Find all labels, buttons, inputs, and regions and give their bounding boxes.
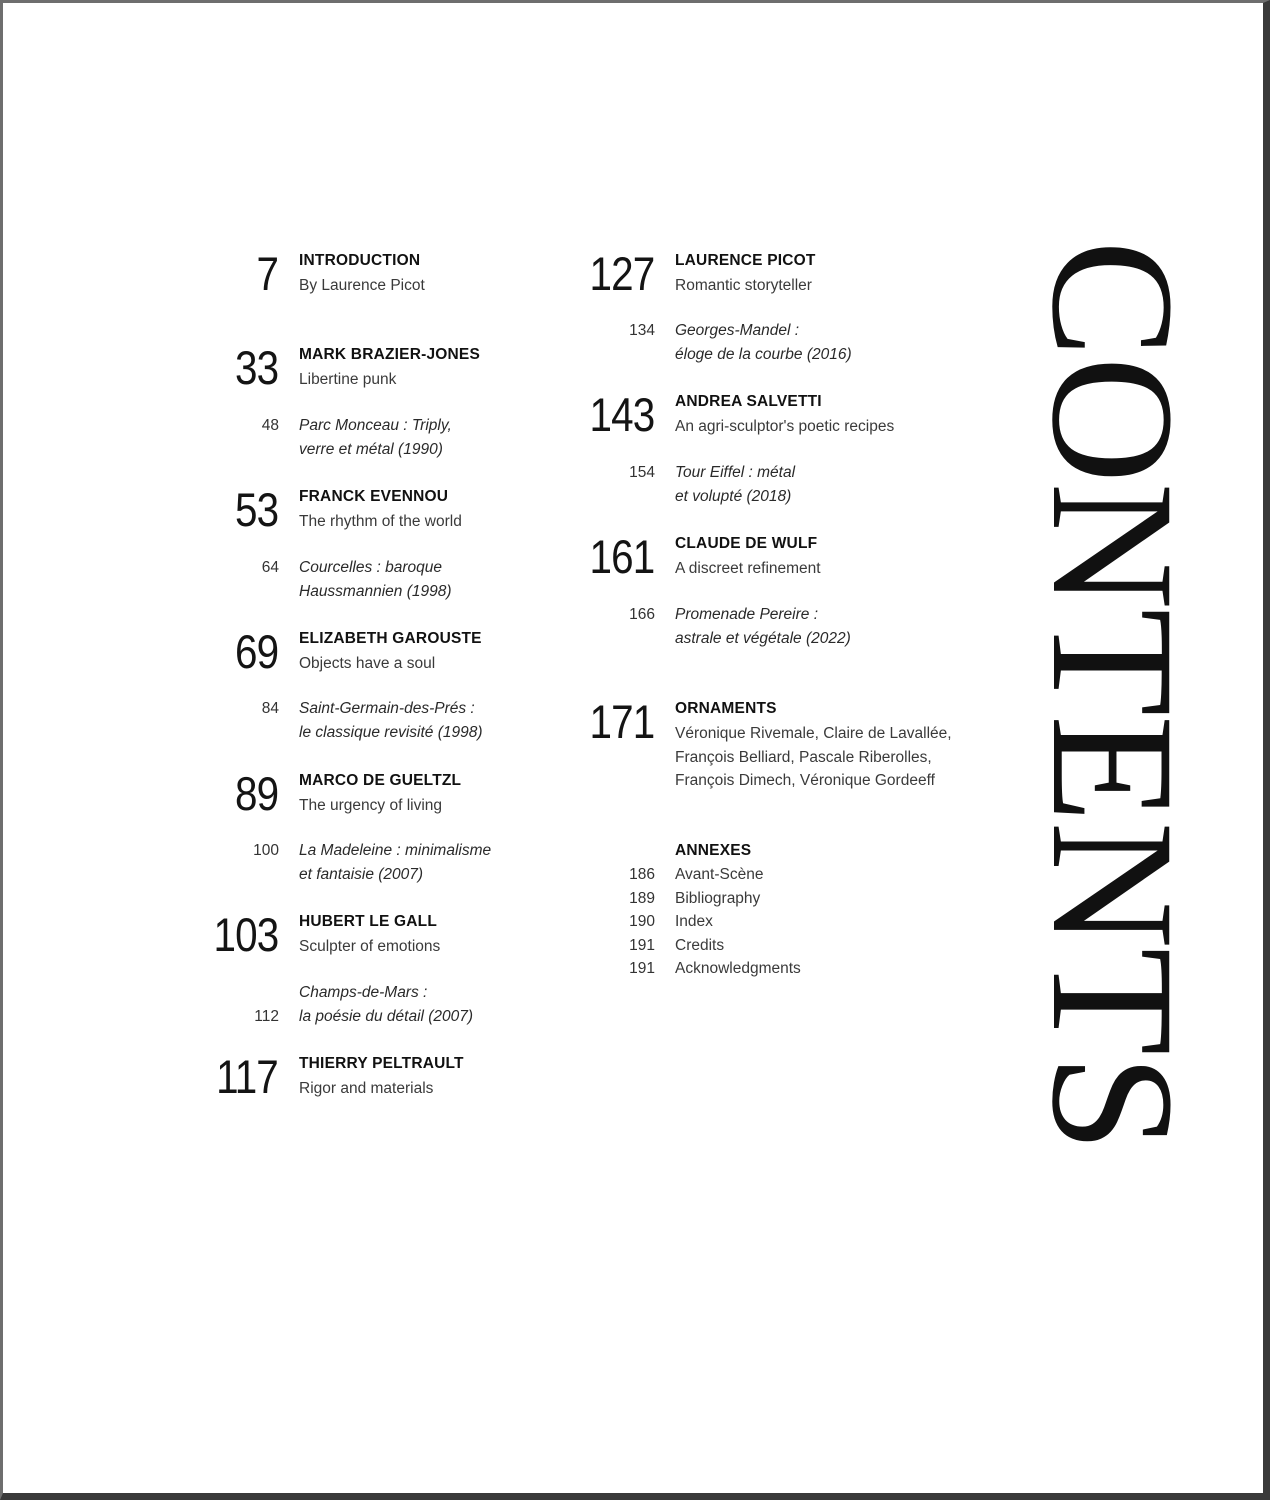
toc-chapter-gueltzl[interactable]: [0, 767, 560, 830]
toc-project-madeleine[interactable]: [0, 839, 560, 889]
chapter-title: MARK BRAZIER-JONES: [299, 346, 480, 363]
chapter-title: MARCO DE GUELTZL: [299, 772, 462, 789]
toc-chapter-brazier-jones[interactable]: [0, 341, 560, 404]
toc-project-parc-monceau[interactable]: [0, 414, 560, 464]
chapter-title: LAURENCE PICOT: [675, 252, 816, 269]
chapter-page-number: 53: [234, 483, 278, 536]
annexes-heading: ANNEXES: [675, 842, 752, 859]
annex-item-credits[interactable]: [560, 934, 1000, 958]
annex-item-acknowledgments[interactable]: [560, 957, 1000, 981]
project-title: Tour Eiffel : métal et volupté (2018): [675, 464, 796, 505]
annex-item-avant-scene[interactable]: [560, 863, 1000, 887]
toc-chapter-ornaments[interactable]: [560, 695, 1000, 789]
chapter-subtitle: The rhythm of the world: [299, 513, 462, 530]
annex-item-bibliography[interactable]: [560, 887, 1000, 911]
chapter-subtitle-line: Véronique Rivemale, Claire de Lavallée,: [675, 725, 952, 742]
project-title: La Madeleine : minimalisme et fantaisie (2007): [299, 842, 492, 883]
project-title: Champs-de-Mars : la poésie du détail (2007): [299, 984, 474, 1025]
toc-chapter-evennou[interactable]: [0, 483, 560, 546]
toc-project-champs-de-mars[interactable]: [0, 981, 560, 1031]
chapter-subtitle: Rigor and materials: [299, 1080, 434, 1097]
project-title: Parc Monceau : Triply, verre et métal (1990): [299, 417, 452, 458]
project-title: Georges-Mandel : éloge de la courbe (2016): [675, 322, 852, 363]
annex-page-number: 189: [629, 889, 655, 907]
chapter-title: HUBERT LE GALL: [299, 913, 437, 930]
annex-page-number: 186: [629, 866, 655, 883]
chapter-page-number: 89: [234, 767, 278, 820]
chapter-subtitle: A discreet refinement: [675, 560, 821, 577]
chapter-page-number: 103: [213, 908, 278, 961]
chapter-page-number: 127: [589, 247, 654, 300]
chapter-page-number: 117: [216, 1050, 278, 1103]
toc-project-courcelles[interactable]: [0, 556, 560, 606]
chapter-page-number: 143: [589, 388, 654, 441]
project-page-number: 134: [629, 322, 655, 339]
chapter-title: ELIZABETH GAROUSTE: [299, 630, 482, 647]
annex-page-number: 191: [629, 960, 655, 977]
chapter-page-number: 161: [589, 530, 654, 583]
project-page-number: 166: [629, 606, 655, 623]
annex-label: Acknowledgments: [675, 960, 801, 977]
toc-project-tour-eiffel[interactable]: [560, 461, 1000, 511]
chapter-subtitle: An agri-sculptor's poetic recipes: [675, 418, 895, 435]
contents-heading: CONTENTS: [1015, 240, 1210, 1152]
project-page-number: 84: [261, 700, 279, 717]
project-page-number: 48: [261, 417, 279, 434]
toc-chapter-picot[interactable]: [560, 247, 1000, 310]
chapter-subtitle-line: François Belliard, Pascale Riberolles,: [675, 748, 932, 766]
toc-project-saint-germain[interactable]: [0, 697, 560, 747]
toc-chapter-peltrault[interactable]: [0, 1050, 560, 1113]
project-page-number: 154: [629, 464, 655, 481]
toc-chapter-de-wulf[interactable]: [560, 530, 1000, 593]
project-page-number: 100: [253, 842, 279, 859]
chapter-subtitle: Sculpter of emotions: [299, 938, 441, 955]
toc-chapter-salvetti[interactable]: [560, 388, 1000, 451]
toc-project-georges-mandel[interactable]: [560, 319, 1000, 369]
annex-label: Avant-Scène: [675, 866, 764, 883]
chapter-subtitle: By Laurence Picot: [299, 277, 425, 294]
project-title: Promenade Pereire : astrale et végétale (2022): [675, 606, 851, 647]
annex-label: Index: [675, 913, 713, 930]
chapter-subtitle: Objects have a soul: [299, 655, 436, 672]
chapter-title: INTRODUCTION: [299, 252, 421, 269]
toc-project-promenade-pereire[interactable]: [560, 603, 1000, 653]
chapter-subtitle: Libertine punk: [299, 371, 397, 388]
chapter-subtitle: The urgency of living: [299, 797, 443, 814]
project-page-number: 112: [254, 1007, 279, 1025]
toc-chapter-garouste[interactable]: [0, 625, 560, 688]
chapter-title: THIERRY PELTRAULT: [299, 1055, 464, 1072]
annex-page-number: 190: [629, 913, 655, 930]
toc-chapter-le-gall[interactable]: [0, 908, 560, 971]
annex-label: Bibliography: [675, 889, 761, 907]
chapter-page-number: 69: [234, 625, 278, 678]
chapter-title: ORNAMENTS: [675, 700, 777, 717]
project-title: Courcelles : baroque Haussmannien (1998): [299, 559, 452, 600]
chapter-title: ANDREA SALVETTI: [675, 393, 822, 410]
chapter-title: FRANCK EVENNOU: [299, 488, 449, 505]
chapter-page-number: 7: [256, 247, 278, 300]
annex-label: Credits: [675, 936, 725, 954]
annex-page-number: 191: [629, 936, 655, 954]
project-title: Saint-Germain-des-Prés : le classique revisité (1998): [299, 700, 483, 741]
chapter-title: CLAUDE DE WULF: [675, 535, 818, 552]
chapter-page-number: 171: [589, 695, 654, 748]
project-page-number: 64: [261, 559, 279, 576]
annex-item-index[interactable]: [560, 910, 1000, 934]
chapter-page-number: 33: [234, 341, 278, 394]
chapter-subtitle-line: François Dimech, Véronique Gordeeff: [675, 772, 935, 789]
toc-chapter-introduction[interactable]: [0, 247, 560, 310]
chapter-subtitle: Romantic storyteller: [675, 277, 812, 294]
